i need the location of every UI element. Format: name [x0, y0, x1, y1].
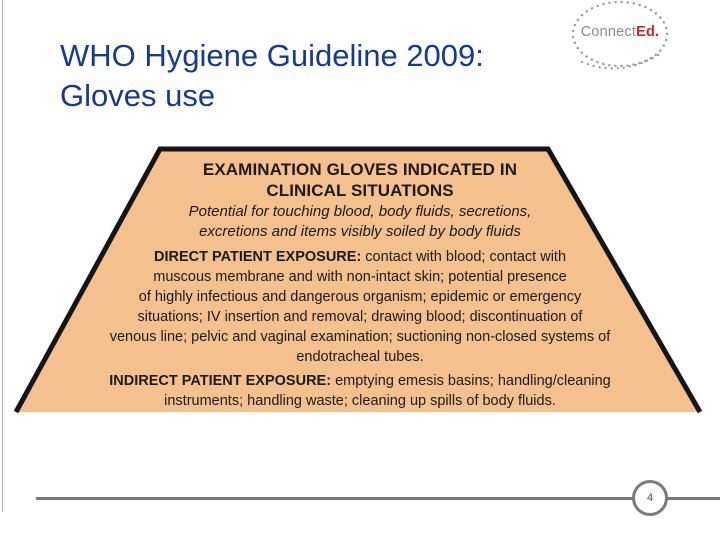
- pyramid-heading-line-2: CLINICAL SITUATIONS: [266, 181, 454, 200]
- page-title: [60, 36, 620, 116]
- page-number: 4: [646, 492, 654, 504]
- gloves-pyramid-diagram: [0, 145, 720, 415]
- indirect-exposure-text: [68, 371, 652, 411]
- title-line-2: Gloves use: [60, 78, 216, 113]
- title-line-1: WHO Hygiene Guideline 2009:: [60, 38, 484, 73]
- indirect-exposure-label: INDIRECT PATIENT EXPOSURE:: [109, 373, 332, 389]
- page-number-badge: [632, 480, 668, 516]
- footer-divider: [36, 497, 720, 500]
- direct-exposure-label: DIRECT PATIENT EXPOSURE:: [153, 249, 362, 265]
- logo-dotted-circle-icon: [552, 0, 692, 86]
- pyramid-subheading-line-2: excretions and items visibly soiled by body fluids: [199, 223, 521, 240]
- direct-exposure-line: situations; IV insertion and removal; drawing blood; discontinuation of: [137, 309, 583, 325]
- direct-exposure-line: muscous membrane and with non-intact skin; potential presence: [153, 269, 567, 285]
- logo-text-ed: Ed.: [636, 24, 660, 40]
- direct-exposure-line: of highly infectious and dangerous organism; epidemic or emergency: [138, 289, 582, 305]
- direct-exposure-text: [68, 247, 652, 367]
- logo-text-connect: Connect: [580, 24, 637, 40]
- pyramid-subheading: [145, 202, 575, 242]
- logo-text: [552, 24, 688, 40]
- direct-exposure-line: endotracheal tubes.: [296, 349, 424, 365]
- indirect-exposure-line: instruments; handling waste; cleaning up spills of body fluids.: [164, 393, 556, 409]
- pyramid-heading: [0, 159, 720, 201]
- connected-logo: [552, 0, 692, 86]
- direct-exposure-line: DIRECT PATIENT EXPOSURE: contact with blood; contact with: [153, 249, 567, 265]
- direct-exposure-line: venous line; pelvic and vaginal examination; suctioning non-closed systems of: [109, 329, 611, 345]
- indirect-exposure-line: INDIRECT PATIENT EXPOSURE: emptying emesis basins; handling/cleaning: [109, 373, 611, 389]
- pyramid-subheading-line-1: Potential for touching blood, body fluids, secretions,: [188, 203, 532, 220]
- pyramid-heading-line-1: EXAMINATION GLOVES INDICATED IN: [202, 160, 518, 179]
